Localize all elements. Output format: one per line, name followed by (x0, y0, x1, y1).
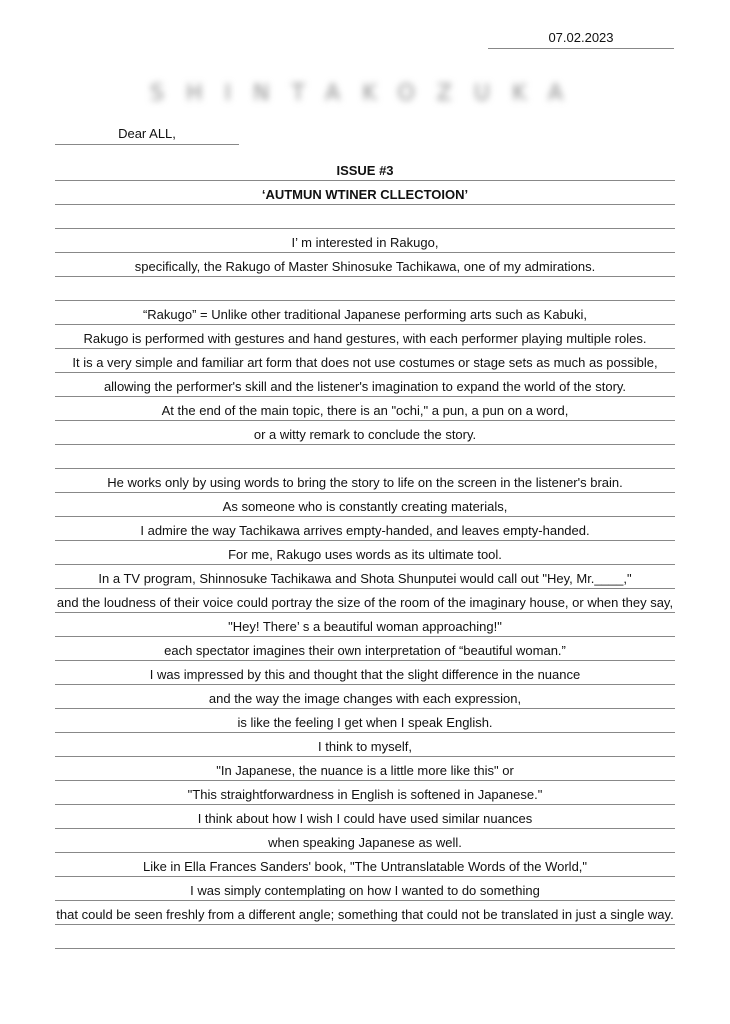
letter-line: Like in Ella Frances Sanders' book, "The Untranslatable Words of the World," (55, 853, 675, 877)
letter-line: He works only by using words to bring the story to life on the screen in the listener's brain. (55, 469, 675, 493)
letter-line: I’ m interested in Rakugo, (55, 229, 675, 253)
letter-line: Rakugo is performed with gestures and hand gestures, with each performer playing multiple roles. (55, 325, 675, 349)
salutation-text: Dear ALL, (118, 126, 176, 141)
letter-line (55, 277, 675, 301)
collection-title: ‘AUTMUN WTINER CLLECTOION’ (55, 181, 675, 205)
letter-line: or a witty remark to conclude the story. (55, 421, 675, 445)
letter-line: I admire the way Tachikawa arrives empty-handed, and leaves empty-handed. (55, 517, 675, 541)
letter-line: At the end of the main topic, there is an "ochi," a pun, a pun on a word, (55, 397, 675, 421)
letter-line: is like the feeling I get when I speak English. (55, 709, 675, 733)
letter-line: specifically, the Rakugo of Master Shinosuke Tachikawa, one of my admirations. (55, 253, 675, 277)
letter-line: “Rakugo” = Unlike other traditional Japanese performing arts such as Kabuki, (55, 301, 675, 325)
letter-line: I think about how I wish I could have used similar nuances (55, 805, 675, 829)
letter-line: I was simply contemplating on how I wanted to do something (55, 877, 675, 901)
letter-line: It is a very simple and familiar art form that does not use costumes or stage sets as much as possible, (55, 349, 675, 373)
letter-line (55, 445, 675, 469)
letter-line: when speaking Japanese as well. (55, 829, 675, 853)
letter-line: For me, Rakugo uses words as its ultimate tool. (55, 541, 675, 565)
letter-line: I was impressed by this and thought that the slight difference in the nuance (55, 661, 675, 685)
salutation (55, 124, 239, 145)
date-text: 07.02.2023 (548, 30, 614, 45)
letter-line: and the loudness of their voice could portray the size of the room of the imaginary house, or when they say, (55, 589, 675, 613)
letter-line: "Hey! There’ s a beautiful woman approaching!" (55, 613, 675, 637)
letter-line: allowing the performer's skill and the listener's imagination to expand the world of the story. (55, 373, 675, 397)
letter-line: "This straightforwardness in English is softened in Japanese." (55, 781, 675, 805)
letter-line: that could be seen freshly from a different angle; something that could not be translated in just a single way. (55, 901, 675, 925)
letter-line: As someone who is constantly creating materials, (55, 493, 675, 517)
letter-line (55, 925, 675, 949)
brand-logo-blurred: SHINTAKOZUKA (150, 81, 586, 106)
letter-line: I think to myself, (55, 733, 675, 757)
letter-line (55, 205, 675, 229)
letter-line: In a TV program, Shinnosuke Tachikawa and Shota Shunputei would call out "Hey, Mr.____," (55, 565, 675, 589)
letter-line: and the way the image changes with each expression, (55, 685, 675, 709)
letter-date (488, 28, 674, 49)
letter-line: each spectator imagines their own interpretation of “beautiful woman.” (55, 637, 675, 661)
issue-heading: ISSUE #3 (55, 157, 675, 181)
letter-line: "In Japanese, the nuance is a little more like this" or (55, 757, 675, 781)
letter-body (55, 157, 675, 949)
